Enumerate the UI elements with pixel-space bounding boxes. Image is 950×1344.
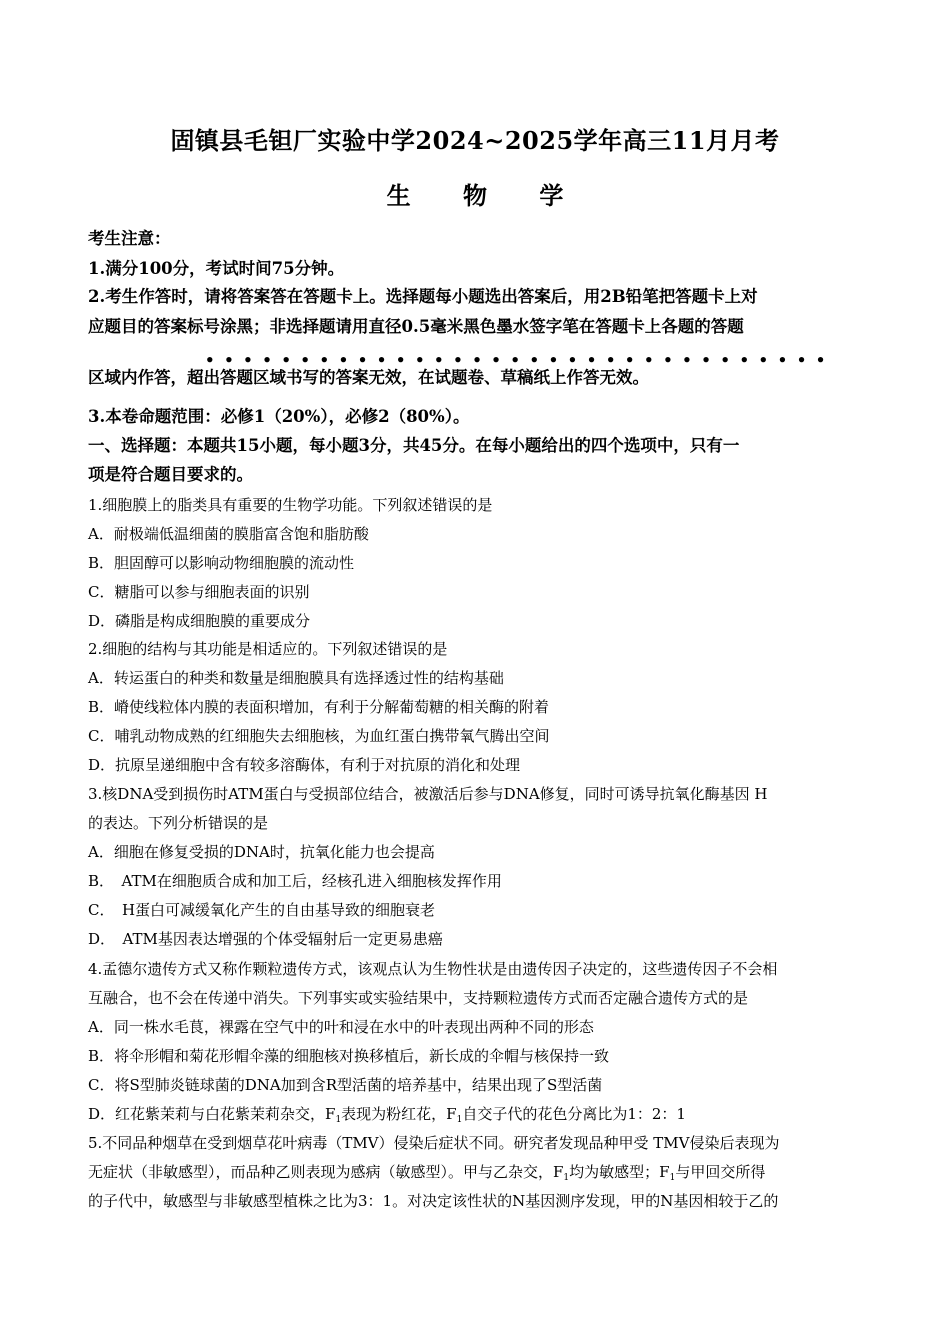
notice-item-1: 1.满分100分，考试时间75分钟。	[88, 259, 345, 278]
q4-option-d	[88, 1103, 686, 1125]
notice-item-3: 3.本卷命题范围：必修1（20%），必修2（80%）。	[88, 407, 470, 426]
q5-line-2-sub-2: 1	[669, 1173, 676, 1183]
notice-item-2-line-1: 2.考生作答时，请将答案答在答题卡上。选择题每小题选出答案后，用2B铅笔把答题卡上对	[88, 287, 758, 306]
q4-option-d-sub-1: 1	[335, 1115, 342, 1125]
q1-option-b: B．胆固醇可以影响动物细胞膜的流动性	[88, 554, 355, 572]
q4-option-a: A．同一株水毛茛，裸露在空气中的叶和浸在水中的叶表现出两种不同的形态	[88, 1018, 594, 1036]
q1-stem: 1.细胞膜上的脂类具有重要的生物学功能。下列叙述错误的是	[88, 496, 493, 514]
section-heading-line-1: 一、选择题：本题共15小题，每小题3分，共45分。在每小题给出的四个选项中，只有一	[88, 436, 740, 455]
q5-stem-line-3: 的子代中，敏感型与非敏感型植株之比为3：1。对决定该性状的N基因测序发现，甲的N基因相较于乙的	[88, 1192, 779, 1210]
q5-line-2-text-3: 与甲回交所得	[675, 1163, 766, 1181]
q1-option-d: D．磷脂是构成细胞膜的重要成分	[88, 612, 311, 630]
q4-option-c: C．将S型肺炎链球菌的DNA加到含R型活菌的培养基中，结果出现了S型活菌	[88, 1076, 603, 1094]
q3-stem-line-2: 的表达。下列分析错误的是	[88, 814, 269, 832]
q4-option-b: B．将伞形帽和菊花形帽伞藻的细胞核对换移植后，新长成的伞帽与核保持一致	[88, 1047, 610, 1065]
q3-stem-line-1: 3.核DNA受到损伤时ATM蛋白与受损部位结合，被激活后参与DNA修复，同时可诱导抗氧化酶基因 H	[88, 785, 768, 803]
notice-item-2-line-3: 区域内作答，超出答题区域书写的答案无效，在试题卷、草稿纸上作答无效。	[88, 368, 649, 387]
q4-stem-line-1: 4.孟德尔遗传方式又称作颗粒遗传方式，该观点认为生物性状是由遗传因子决定的，这些遗传因子不会相	[88, 960, 778, 978]
q2-option-b: B．嵴使线粒体内膜的表面积增加，有利于分解葡萄糖的相关酶的附着	[88, 698, 550, 716]
subject-title: 生 物 学	[386, 181, 586, 210]
q4-stem-line-2: 互融合，也不会在传递中消失。下列事实或实验结果中，支持颗粒遗传方式而否定融合遗传方式的是	[88, 989, 749, 1007]
q4-option-d-text-2: 表现为粉红花，F	[341, 1105, 457, 1123]
q4-option-d-sub-2: 1	[456, 1115, 463, 1125]
q3-option-d: D． ATM基因表达增强的个体受辐射后一定更易患癌	[88, 930, 443, 948]
q4-option-d-text-3: 自交子代的花色分离比为1：2：1	[462, 1105, 686, 1123]
q3-option-c: C． H蛋白可减缓氧化产生的自由基导致的细胞衰老	[88, 901, 436, 919]
q3-option-a: A．细胞在修复受损的DNA时，抗氧化能力也会提高	[88, 843, 435, 861]
q5-stem-line-2	[88, 1161, 765, 1183]
q1-option-a: A．耐极端低温细菌的膜脂富含饱和脂肪酸	[88, 525, 369, 543]
q5-line-2-text-1: 无症状（非敏感型），而品种乙则表现为感病（敏感型）。甲与乙杂交，F	[88, 1163, 564, 1181]
q5-stem-line-1: 5.不同品种烟草在受到烟草花叶病毒（TMV）侵染后症状不同。研究者发现品种甲受 TMV侵染后表现为	[88, 1134, 780, 1152]
q5-line-2-sub-1: 1	[563, 1173, 570, 1183]
notice-heading: 考生注意：	[88, 229, 171, 248]
section-heading-line-2: 项是符合题目要求的。	[88, 465, 253, 484]
q3-option-b: B． ATM在细胞质合成和加工后，经核孔进入细胞核发挥作用	[88, 872, 502, 890]
q2-stem: 2.细胞的结构与其功能是相适应的。下列叙述错误的是	[88, 640, 448, 658]
exam-title: 固镇县毛钽厂实验中学2024~2025学年高三11月月考	[170, 126, 780, 155]
q2-option-d: D．抗原呈递细胞中含有较多溶酶体，有利于对抗原的消化和处理	[88, 756, 521, 774]
emphasis-dots: •••••••••••••••••••••••••••••••••	[205, 351, 835, 369]
q4-option-d-text-1: D．红花紫茉莉与白花紫茉莉杂交，F	[88, 1105, 336, 1123]
notice-item-2-line-2: 应题目的答案标号涂黑；非选择题请用直径0.5毫米黑色墨水签字笔在答题卡上各题的答题	[88, 317, 744, 336]
q2-option-a: A．转运蛋白的种类和数量是细胞膜具有选择透过性的结构基础	[88, 669, 504, 687]
q5-line-2-text-2: 均为敏感型；F	[569, 1163, 670, 1181]
q1-option-c: C．糖脂可以参与细胞表面的识别	[88, 583, 310, 601]
q2-option-c: C．哺乳动物成熟的红细胞失去细胞核，为血红蛋白携带氧气腾出空间	[88, 727, 550, 745]
